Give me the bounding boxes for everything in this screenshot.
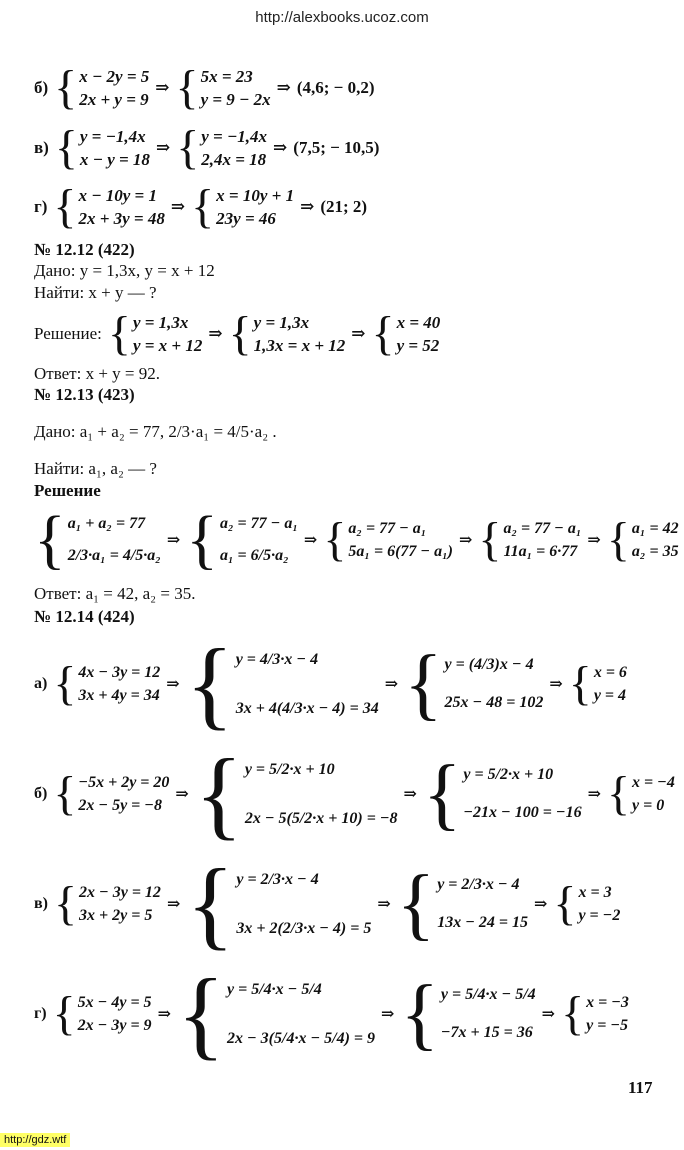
equation-stack [632,517,679,563]
implies-arrow: ⇒ [175,786,189,803]
equation: a₁ = 42 [631,519,679,537]
find-text: Найти: a₁, a₂ — ? [34,459,157,478]
equation: 2x − 3y = 9 [77,1016,152,1034]
system [371,307,441,360]
given-text: Дано: y = 1,3x, y = x + 12 [34,261,215,280]
equation: a₁ + a₂ = 77 [67,515,146,532]
system-brace: { [175,61,199,114]
system [422,750,582,838]
system [606,513,679,566]
system [34,503,161,576]
system [54,121,150,174]
find-text: Найти: x + y — ? [34,283,157,302]
system [228,307,346,360]
equation: y = x + 12 [132,335,203,355]
system [400,970,536,1058]
system-brace: { [396,860,436,948]
equation: −21x − 100 = −16 [463,804,582,821]
answer: (21; 2) [320,197,368,216]
implies-arrow: ⇒ [300,197,315,216]
equation: 2,4x = 18 [201,149,267,169]
equation: 2x − 5(5/2·x + 10) = −8 [244,809,398,827]
system-brace: { [107,307,131,360]
system [52,987,152,1040]
equation: 4x − 3y = 12 [78,663,161,681]
system [568,657,627,710]
equation: y = 5/4·x − 5/4 [440,986,536,1003]
equation: y = 52 [396,335,440,355]
system-brace: { [323,513,347,566]
equation: a₁ = 6/5·a₂ [219,547,289,564]
equation-stack [78,184,164,230]
implies-arrow: ⇒ [587,786,601,803]
footer-link[interactable]: http://gdz.wtf [0,1133,70,1147]
equation: x = 10y + 1 [216,185,295,205]
system-brace: { [606,767,631,820]
implies-arrow: ⇒ [403,786,417,803]
system [606,767,675,820]
equation: 23y = 46 [216,208,276,228]
equation-stack [503,517,581,563]
system-row-b2 [34,738,675,849]
equation-stack [445,646,544,722]
answer: (7,5; − 10,5) [293,138,380,157]
equation-stack [348,517,453,563]
equation: a₂ = 77 − a₁ [348,519,427,537]
implies-arrow: ⇒ [208,324,223,343]
system [186,848,372,959]
page-number: 117 [628,1078,653,1097]
equation: y = 2/3·x − 4 [437,876,520,893]
equation: 3x + 4(4/3·x − 4) = 34 [235,699,379,717]
equation: y = −1,4x [201,126,268,146]
equation: a₂ = 77 − a₁ [219,515,298,532]
implies-arrow: ⇒ [541,1006,556,1023]
equation-stack [441,976,536,1052]
item-label: а) [34,675,48,692]
system [323,513,453,566]
implies-arrow: ⇒ [549,676,563,693]
system [404,640,544,728]
equation: −5x + 2y = 20 [78,773,170,791]
solution-row [34,308,440,360]
implies-arrow: ⇒ [155,78,170,97]
system-brace: { [176,958,225,1069]
equation-stack [227,965,375,1063]
system-row-b [34,63,375,113]
equation: 5a₁ = 6(77 − a₁) [348,542,453,560]
equation: 3x + 4y = 34 [78,686,160,704]
item-label: б) [34,785,48,802]
equation: x − 10y = 1 [78,185,157,205]
equation: x − y = 18 [79,149,150,169]
equation: y = 5/2·x + 10 [463,766,554,783]
equation: 13x − 24 = 15 [437,914,528,931]
system-brace: { [52,987,76,1040]
implies-arrow: ⇒ [303,532,318,549]
system-brace: { [371,307,395,360]
equation-stack [594,661,627,707]
implies-arrow: ⇒ [166,532,181,549]
equation: 2x − 3(5/4·x − 5/4) = 9 [226,1029,376,1047]
equation: y = (4/3)x − 4 [444,656,534,673]
equation: 5x = 23 [200,66,253,86]
system [107,307,203,360]
header-url: http://alexbooks.ucoz.com [255,9,429,26]
equation-stack [578,881,620,927]
equation-stack [216,184,294,230]
equation: x = −4 [632,773,675,791]
system [186,503,298,576]
system-brace: { [422,750,462,838]
system-brace: { [54,61,78,114]
equation-stack [79,881,161,927]
system-brace: { [186,848,235,959]
solution-label: Решение: [34,324,102,343]
solution-row [34,505,679,575]
problem-title: № 12.13 (423) [34,385,135,404]
implies-arrow: ⇒ [459,532,473,549]
system-brace: { [553,877,577,930]
system-row-a [34,628,627,739]
equation: 3x + 2(2/3·x − 4) = 5 [236,919,372,937]
equation-stack [220,508,298,572]
item-label: в) [34,895,48,912]
equation-stack [78,991,152,1037]
equation: 2x − 3y = 12 [79,883,161,901]
equation-stack [245,745,398,843]
item-label: г) [34,197,48,216]
equation: 11a₁ = 6·77 [503,542,578,560]
problem-title: № 12.14 (424) [34,607,135,626]
system-brace: { [53,180,77,233]
answer: (4,6; − 0,2) [296,78,375,97]
item-label: в) [34,138,49,157]
system-brace: { [606,513,630,566]
system-brace: { [34,503,66,576]
implies-arrow: ⇒ [587,532,601,549]
equation: x = 6 [593,663,627,681]
equation-stack [78,661,160,707]
equation-stack [437,866,528,942]
equation: 2/3·a₁ = 4/5·a₂ [67,547,161,564]
equation-stack [201,65,271,111]
equation: y = −5 [586,1016,629,1034]
solution-label: Решение [34,481,101,500]
item-label: г) [34,1005,47,1022]
system-row-v [34,123,379,173]
implies-arrow: ⇒ [166,676,180,693]
equation: 2x + 3y = 48 [78,208,165,228]
equation-stack [133,311,202,357]
system [53,767,170,820]
system-brace: { [228,307,252,360]
equation-stack [397,311,441,357]
answer-text: Ответ: a₁ = 42, a₂ = 35. [34,584,196,603]
system-brace: { [54,121,78,174]
equation-stack [201,125,267,171]
given-text: Дано: a₁ + a₂ = 77, 2/3·a₁ = 4/5·a₂ . [34,422,277,441]
equation: y = −1,4x [79,126,146,146]
system-brace: { [561,987,585,1040]
equation: y = 0 [632,796,665,814]
equation: a₂ = 35 [631,542,679,560]
system [185,628,379,739]
system-brace: { [478,513,502,566]
system-brace: { [186,503,218,576]
answer-text: Ответ: x + y = 92. [34,364,161,383]
system [54,61,150,114]
equation: y = 5/2·x + 10 [244,760,335,778]
implies-arrow: ⇒ [273,138,288,157]
system-brace: { [404,640,443,728]
system-row-v2 [34,848,621,959]
system [194,738,398,849]
equation: −7x + 15 = 36 [440,1024,533,1041]
implies-arrow: ⇒ [166,896,181,913]
equation: y = 2/3·x − 4 [236,870,319,888]
equation: 2x + y = 9 [79,89,149,109]
equation-stack [632,771,675,817]
equation: 2x − 5y = −8 [78,796,162,814]
system-brace: { [568,657,592,710]
implies-arrow: ⇒ [384,676,399,693]
equation: 1,3x = x + 12 [253,335,346,355]
system-brace: { [400,970,439,1058]
equation: x − 2y = 5 [79,66,150,86]
system [396,860,528,948]
system [176,958,376,1069]
equation: x = 3 [578,883,612,901]
equation: 3x + 2y = 5 [79,906,153,924]
equation-stack [79,65,149,111]
equation: y = 1,3x [132,312,189,332]
equation-stack [236,855,371,953]
equation: y = 4 [593,686,627,704]
equation: y = 5/4·x − 5/4 [226,980,322,998]
implies-arrow: ⇒ [351,324,366,343]
implies-arrow: ⇒ [381,1006,395,1023]
system [53,877,161,930]
implies-arrow: ⇒ [157,1006,171,1023]
system-row-g [34,182,367,232]
equation: 25x − 48 = 102 [444,694,544,711]
system-brace: { [191,180,215,233]
problem-title: № 12.12 (422) [34,240,135,259]
equation: x = −3 [586,993,629,1011]
equation: x = 40 [396,312,441,332]
implies-arrow: ⇒ [377,896,391,913]
implies-arrow: ⇒ [534,896,548,913]
system-brace: { [53,767,77,820]
system-brace: { [194,738,243,849]
equation-stack [68,508,161,572]
system [191,180,295,233]
system [176,121,268,174]
system-brace: { [53,877,78,930]
equation: y = 1,3x [253,312,310,332]
implies-arrow: ⇒ [276,78,291,97]
system [53,657,161,710]
system-brace: { [176,121,200,174]
equation: a₂ = 77 − a₁ [503,519,582,537]
system-row-g2 [34,958,629,1069]
equation: y = 4/3·x − 4 [235,650,319,668]
equation-stack [463,756,581,832]
equation-stack [78,771,169,817]
system [53,180,165,233]
system [561,987,629,1040]
equation-stack [586,991,629,1037]
equation: y = −2 [578,906,621,924]
equation-stack [236,635,379,733]
item-label: б) [34,78,49,97]
equation-stack [80,125,150,171]
implies-arrow: ⇒ [170,197,186,216]
system [175,61,271,114]
system-brace: { [185,628,234,739]
equation: y = 9 − 2x [200,89,271,109]
equation: 5x − 4y = 5 [77,993,152,1011]
system [478,513,582,566]
implies-arrow: ⇒ [155,138,171,157]
system [553,877,621,930]
equation-stack [254,311,346,357]
system-brace: { [53,657,77,710]
